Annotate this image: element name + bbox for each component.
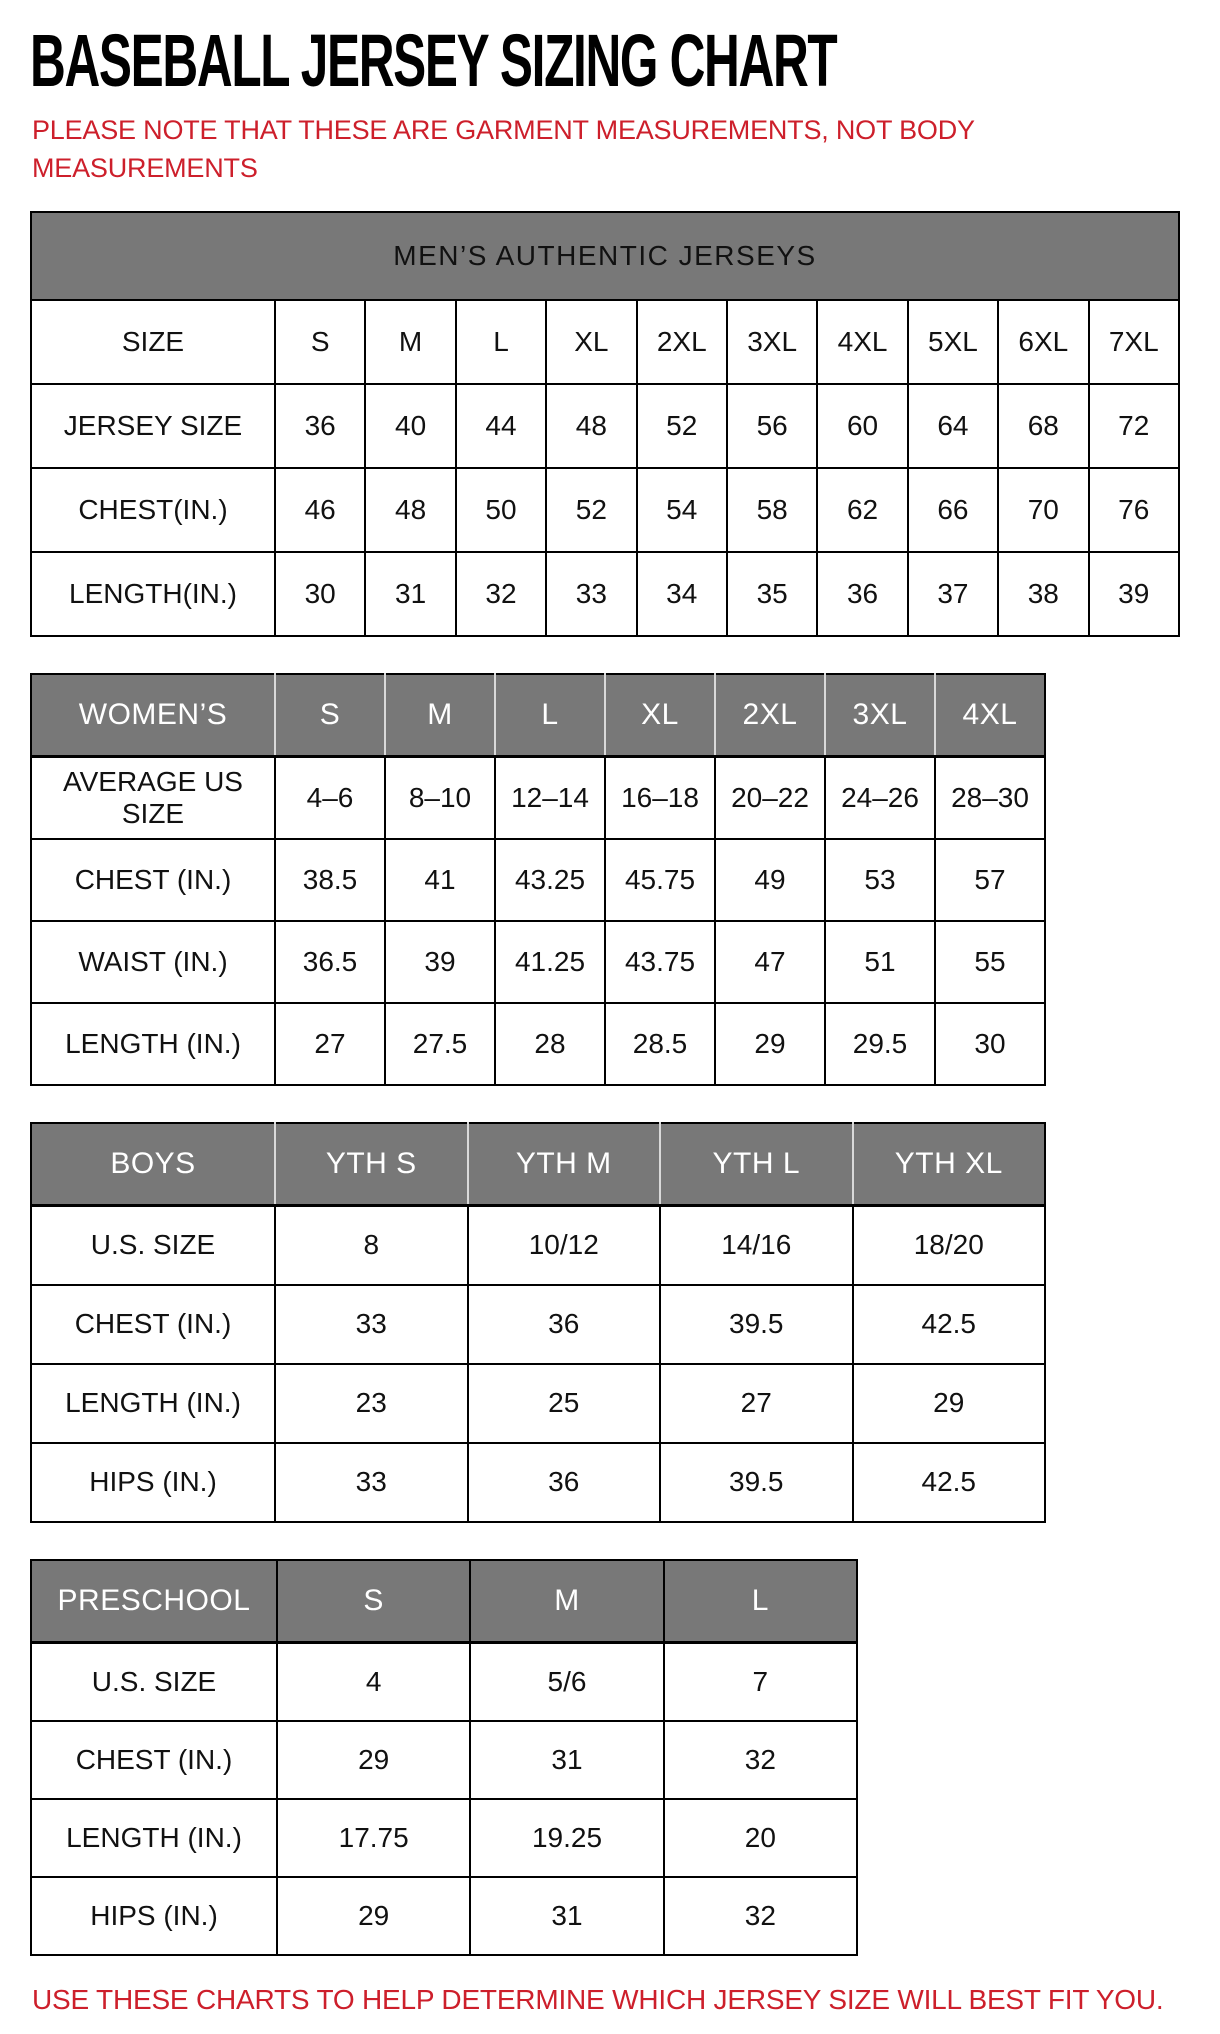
value-cell: 39 xyxy=(385,921,495,1003)
preschool-chest-row xyxy=(31,1721,857,1799)
value-cell: 31 xyxy=(470,1877,663,1955)
page-title: BASEBALL JERSEY SIZING CHART xyxy=(30,19,837,102)
value-cell: 49 xyxy=(715,839,825,921)
preschool-header-row xyxy=(31,1560,857,1643)
mens-jersey-size-row xyxy=(31,384,1179,468)
row-label: LENGTH(IN.) xyxy=(31,552,275,636)
value-cell: 31 xyxy=(470,1721,663,1799)
value-cell: 4 xyxy=(277,1642,470,1721)
row-label: LENGTH (IN.) xyxy=(31,1003,275,1085)
mens-banner-row xyxy=(31,212,1179,300)
value-cell: 32 xyxy=(664,1877,857,1955)
size-header-cell: S xyxy=(275,300,365,384)
value-cell: 48 xyxy=(365,468,455,552)
value-cell: 32 xyxy=(456,552,546,636)
value-cell: 72 xyxy=(1089,384,1179,468)
row-label: CHEST (IN.) xyxy=(31,1285,275,1364)
boys-us-size-row xyxy=(31,1205,1045,1285)
value-cell: 7 xyxy=(664,1642,857,1721)
value-cell: 28 xyxy=(495,1003,605,1085)
value-cell: 36.5 xyxy=(275,921,385,1003)
row-label: CHEST (IN.) xyxy=(31,839,275,921)
mens-sizing-table xyxy=(30,211,1180,637)
value-cell: 66 xyxy=(908,468,998,552)
value-cell: 28.5 xyxy=(605,1003,715,1085)
value-cell: 40 xyxy=(365,384,455,468)
value-cell: 51 xyxy=(825,921,935,1003)
value-cell: 39.5 xyxy=(660,1285,853,1364)
note-line-1: PLEASE NOTE THAT THESE ARE GARMENT MEASUREMENTS, NOT BODY xyxy=(32,115,975,146)
value-cell: 42.5 xyxy=(853,1285,1046,1364)
boys-length-row xyxy=(31,1364,1045,1443)
size-header-cell: 3XL xyxy=(825,674,935,757)
size-header-cell: 4XL xyxy=(935,674,1045,757)
boys-header-row xyxy=(31,1123,1045,1206)
womens-chest-row xyxy=(31,839,1045,921)
value-cell: 14/16 xyxy=(660,1205,853,1285)
boys-hips-row xyxy=(31,1443,1045,1522)
value-cell: 60 xyxy=(817,384,907,468)
value-cell: 42.5 xyxy=(853,1443,1046,1522)
value-cell: 57 xyxy=(935,839,1045,921)
value-cell: 27 xyxy=(275,1003,385,1085)
mens-size-row xyxy=(31,300,1179,384)
value-cell: 44 xyxy=(456,384,546,468)
value-cell: 41 xyxy=(385,839,495,921)
value-cell: 48 xyxy=(546,384,636,468)
size-header-cell: L xyxy=(664,1560,857,1643)
row-label: SIZE xyxy=(31,300,275,384)
size-header-cell: YTH S xyxy=(275,1123,468,1206)
value-cell: 5/6 xyxy=(470,1642,663,1721)
size-header-cell: 7XL xyxy=(1089,300,1179,384)
mens-banner: MEN’S AUTHENTIC JERSEYS xyxy=(31,212,1179,300)
row-label: HIPS (IN.) xyxy=(31,1443,275,1522)
size-header-cell: 3XL xyxy=(727,300,817,384)
size-header-cell: M xyxy=(385,674,495,757)
value-cell: 46 xyxy=(275,468,365,552)
value-cell: 28–30 xyxy=(935,756,1045,839)
value-cell: 27 xyxy=(660,1364,853,1443)
row-label: U.S. SIZE xyxy=(31,1642,277,1721)
value-cell: 18/20 xyxy=(853,1205,1046,1285)
value-cell: 39 xyxy=(1089,552,1179,636)
value-cell: 16–18 xyxy=(605,756,715,839)
row-label: CHEST(IN.) xyxy=(31,468,275,552)
value-cell: 36 xyxy=(468,1443,661,1522)
mens-length-row xyxy=(31,552,1179,636)
value-cell: 10/12 xyxy=(468,1205,661,1285)
size-header-cell: M xyxy=(365,300,455,384)
value-cell: 36 xyxy=(275,384,365,468)
size-header-cell: S xyxy=(277,1560,470,1643)
size-header-cell: XL xyxy=(546,300,636,384)
value-cell: 31 xyxy=(365,552,455,636)
value-cell: 33 xyxy=(275,1443,468,1522)
value-cell: 29 xyxy=(277,1721,470,1799)
value-cell: 27.5 xyxy=(385,1003,495,1085)
value-cell: 29 xyxy=(277,1877,470,1955)
preschool-us-size-row xyxy=(31,1642,857,1721)
boys-chest-row xyxy=(31,1285,1045,1364)
womens-header-row xyxy=(31,674,1045,757)
womens-length-row xyxy=(31,1003,1045,1085)
value-cell: 30 xyxy=(935,1003,1045,1085)
value-cell: 58 xyxy=(727,468,817,552)
value-cell: 38.5 xyxy=(275,839,385,921)
value-cell: 76 xyxy=(1089,468,1179,552)
value-cell: 33 xyxy=(275,1285,468,1364)
value-cell: 38 xyxy=(998,552,1088,636)
table-title-cell: WOMEN’S xyxy=(31,674,275,757)
table-title-cell: BOYS xyxy=(31,1123,275,1206)
size-header-cell: L xyxy=(456,300,546,384)
size-header-cell: S xyxy=(275,674,385,757)
footer-note: USE THESE CHARTS TO HELP DETERMINE WHICH JERSEY SIZE WILL BEST FIT YOU. xyxy=(32,1983,1164,2015)
womens-waist-row xyxy=(31,921,1045,1003)
value-cell: 8–10 xyxy=(385,756,495,839)
value-cell: 37 xyxy=(908,552,998,636)
womens-sizing-table xyxy=(30,673,1046,1086)
value-cell: 33 xyxy=(546,552,636,636)
row-label: CHEST (IN.) xyxy=(31,1721,277,1799)
value-cell: 25 xyxy=(468,1364,661,1443)
value-cell: 53 xyxy=(825,839,935,921)
size-header-cell: 2XL xyxy=(637,300,727,384)
boys-sizing-table xyxy=(30,1122,1046,1523)
size-header-cell: L xyxy=(495,674,605,757)
size-header-cell: 5XL xyxy=(908,300,998,384)
value-cell: 29 xyxy=(853,1364,1046,1443)
mens-chest-row xyxy=(31,468,1179,552)
row-label: JERSEY SIZE xyxy=(31,384,275,468)
size-header-cell: M xyxy=(470,1560,663,1643)
value-cell: 34 xyxy=(637,552,727,636)
size-header-cell: 4XL xyxy=(817,300,907,384)
value-cell: 43.25 xyxy=(495,839,605,921)
value-cell: 39.5 xyxy=(660,1443,853,1522)
value-cell: 20–22 xyxy=(715,756,825,839)
row-label: HIPS (IN.) xyxy=(31,1877,277,1955)
value-cell: 12–14 xyxy=(495,756,605,839)
row-label: LENGTH (IN.) xyxy=(31,1799,277,1877)
value-cell: 4–6 xyxy=(275,756,385,839)
value-cell: 56 xyxy=(727,384,817,468)
value-cell: 68 xyxy=(998,384,1088,468)
row-label: LENGTH (IN.) xyxy=(31,1364,275,1443)
value-cell: 52 xyxy=(637,384,727,468)
row-label: AVERAGE US SIZE xyxy=(31,756,275,839)
value-cell: 36 xyxy=(817,552,907,636)
value-cell: 52 xyxy=(546,468,636,552)
size-header-cell: XL xyxy=(605,674,715,757)
value-cell: 47 xyxy=(715,921,825,1003)
size-header-cell: YTH XL xyxy=(853,1123,1046,1206)
note-line-2: MEASUREMENTS xyxy=(32,152,258,183)
value-cell: 45.75 xyxy=(605,839,715,921)
value-cell: 29.5 xyxy=(825,1003,935,1085)
garment-measurements-note xyxy=(32,112,1220,187)
value-cell: 64 xyxy=(908,384,998,468)
value-cell: 43.75 xyxy=(605,921,715,1003)
size-header-cell: 6XL xyxy=(998,300,1088,384)
value-cell: 20 xyxy=(664,1799,857,1877)
value-cell: 35 xyxy=(727,552,817,636)
table-title-cell: PRESCHOOL xyxy=(31,1560,277,1643)
value-cell: 41.25 xyxy=(495,921,605,1003)
value-cell: 24–26 xyxy=(825,756,935,839)
value-cell: 55 xyxy=(935,921,1045,1003)
value-cell: 36 xyxy=(468,1285,661,1364)
value-cell: 17.75 xyxy=(277,1799,470,1877)
value-cell: 50 xyxy=(456,468,546,552)
size-header-cell: YTH M xyxy=(468,1123,661,1206)
value-cell: 19.25 xyxy=(470,1799,663,1877)
size-header-cell: 2XL xyxy=(715,674,825,757)
value-cell: 70 xyxy=(998,468,1088,552)
value-cell: 54 xyxy=(637,468,727,552)
row-label: WAIST (IN.) xyxy=(31,921,275,1003)
womens-us-size-row xyxy=(31,756,1045,839)
value-cell: 32 xyxy=(664,1721,857,1799)
row-label: U.S. SIZE xyxy=(31,1205,275,1285)
value-cell: 8 xyxy=(275,1205,468,1285)
value-cell: 23 xyxy=(275,1364,468,1443)
value-cell: 29 xyxy=(715,1003,825,1085)
value-cell: 62 xyxy=(817,468,907,552)
preschool-hips-row xyxy=(31,1877,857,1955)
value-cell: 30 xyxy=(275,552,365,636)
preschool-sizing-table xyxy=(30,1559,858,1956)
size-header-cell: YTH L xyxy=(660,1123,853,1206)
preschool-length-row xyxy=(31,1799,857,1877)
